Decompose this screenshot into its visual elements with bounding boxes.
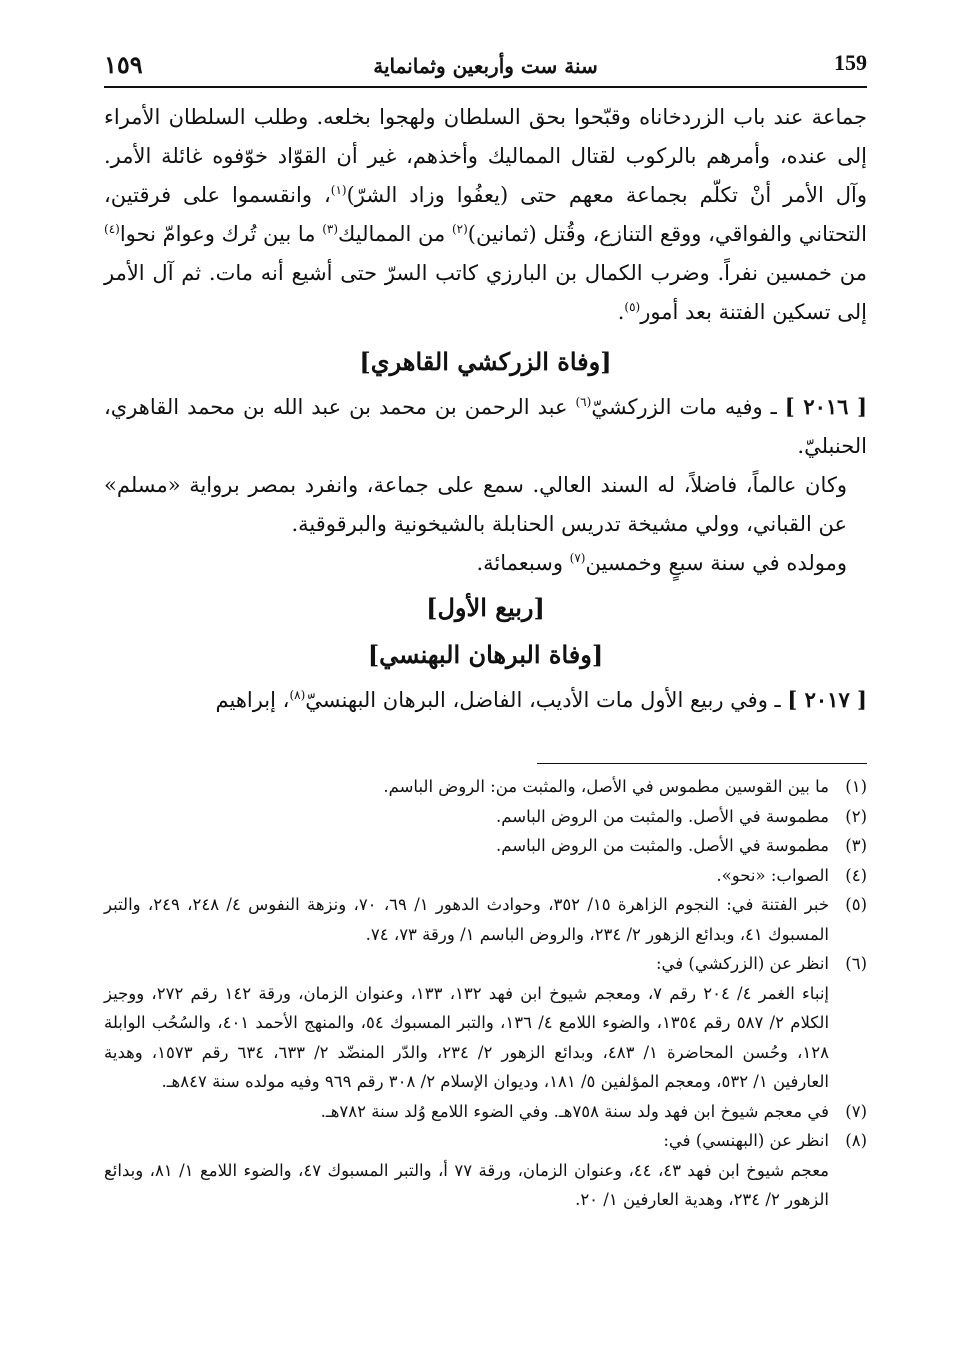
footnote-number: (٤)	[845, 865, 867, 885]
footnote-ref: (٣)	[322, 222, 339, 236]
running-title: سنة ست وأربعين وثمانماية	[373, 54, 598, 78]
entry-text: عبد الرحمن بن محمد بن عبد الله بن محمد القاهري، الحنبليّ.	[104, 395, 867, 458]
entry-text: ، إبراهيم	[215, 688, 290, 712]
entry-text: وسبعمائة.	[476, 551, 570, 575]
footnote-ref: (٥)	[624, 300, 641, 314]
entry-text: ـ وفي ربيع الأول مات الأديب، الفاضل، البرهان البهنسيّ	[305, 688, 788, 712]
page-number-latin: 159	[834, 50, 867, 75]
footnote-text: معجم شيوخ ابن فهد ٤٣، ٤٤، وعنوان الزمان، ورقة ٧٧ أ، والتبر المسبوك ٤٧، والضوء اللامع ١/ ٨١، وبدائع الزهور ٢/ ٢٣٤، وهدية العارفين ١/ ٢٠.	[104, 1160, 829, 1209]
footnote-ref: (٧)	[569, 551, 586, 565]
header-rule	[104, 86, 867, 88]
entry-text: ـ وفيه مات الزركشيّ	[591, 395, 785, 419]
entry-2017	[104, 680, 867, 720]
footnote-item	[104, 1126, 867, 1215]
footnote-text: مطموسة في الأصل. والمثبت من الروض الباسم.	[496, 806, 829, 826]
footnote-text: مطموسة في الأصل. والمثبت من الروض الباسم.	[496, 836, 829, 855]
intro-text: من المماليك	[338, 222, 452, 246]
intro-text: ، وانقسموا على فرقتين، التحتاني والفواقي، ووقع التنازع، وقُتل (ثمانين)	[104, 183, 867, 246]
birth-paragraph	[104, 544, 867, 583]
section-heading-zarkashi: [وفاة الزركشي القاهري]	[359, 347, 612, 376]
entry-number: [ ٢٠١٧ ]	[787, 687, 867, 712]
intro-text: ما بين تُرك وعوامّ نحوا	[119, 222, 323, 246]
footnote-rule	[537, 763, 867, 764]
footnote-number: (٨)	[845, 1131, 867, 1150]
footnote-item	[104, 1097, 867, 1127]
intro-text: من خمسين نفراً. وضرب الكمال بن البارزي كاتب السرّ حتى أشيع أنه مات. ثم آل الأمر إلى تسكين الفتنة بعد أمور	[104, 261, 867, 324]
intro-text: جماعة عند باب الزردخاناه وقبّحوا بحق السلطان ولهجوا بخلعه. وطلب السلطان الأمراء إلى عنده، وأمرهم بالركوب لقتال المماليك وأخذهم، غير أن القوّاد خوّفوه غائلة الأمر. وآل الأمر أنْ تكلّم بجماعة معهم حتى (يعفُوا وزاد الشرّ)	[104, 105, 867, 207]
footnote-item	[104, 861, 867, 891]
footnote-text: إنباء الغمر ٤/ ٢٠٤ رقم ٧، ومعجم شيوخ ابن فهد ١٣٢، ١٣٣، وعنوان الزمان، ورقة ١٤٢ رقم ٢٧٢، ووجيز الكلام ٢/ ٥٨٧ رقم ١٣٥٤، والضوء اللامع ٤/ ١٣٦، والتبر المسبوك ٥٤، والمنهج الأحمد ٤٠١، والسُحُب الوابلة ١٢٨، وحُسن المحاضرة ١/ ٤٨٣، وبدائع الزهور ٢/ ٢٣٤، والدّر المنضّد ٢/ ٦٣٣، ٦٣٤ رقم ١٥٧٣، وهدية العارفين ١/ ٥٣٢، ومعجم المؤلفين ٥/ ١٨١، وديوان الإسلام ٢/ ٣٠٨ رقم ٩٦٩ وفيه مولده سنة ٨٤٧هـ.	[104, 983, 830, 1091]
section-heading-bahnasi: [وفاة البرهان البهنسي]	[367, 640, 604, 669]
entry-2016	[104, 387, 867, 466]
footnote-text: ما بين القوسين مطموس في الأصل، والمثبت من: الروض الباسم.	[383, 777, 829, 796]
footnote-text: خبر الفتنة في: النجوم الزاهرة ١٥/ ٣٥٢، وحوادث الدهور ١/ ٦٩، ٧٠، ونزهة النفوس ٤/ ٢٤٨، ٢٤٩، والتبر المسبوك ٤١، وبدائع الزهور ٢/ ٢٣٤، والروض الباسم ١/ ورقة ٧٣، ٧٤.	[104, 895, 830, 944]
footnote-number: (٣)	[845, 836, 867, 855]
footnote-number: (٧)	[845, 1101, 867, 1121]
footnote-item	[104, 772, 867, 802]
footnote-item	[104, 890, 867, 949]
footnote-text: انظر عن (البهنسي) في:	[663, 1131, 829, 1150]
intro-text: .	[617, 300, 625, 324]
month-heading: [ربيع الأول]	[426, 593, 545, 622]
footnote-ref: (٦)	[575, 395, 592, 409]
footnote-ref: (٤)	[104, 222, 120, 236]
main-text	[104, 98, 867, 720]
footnote-item	[104, 802, 867, 832]
footnote-item	[104, 831, 867, 861]
intro-paragraph	[104, 98, 867, 332]
biography-paragraph: وكان عالماً، فاضلاً، له السند العالي. سمع على جماعة، وانفرد بمصر برواية «مسلم» عن القباني، وولي مشيخة تدريس الحنابلة بالشيخونية والبرقوقية.	[104, 473, 847, 536]
footnote-text: في معجم شيوخ ابن فهد ولد سنة ٧٥٨هـ. وفي الضوء اللامع وُلد سنة ٧٨٢هـ.	[320, 1101, 829, 1121]
page-header	[104, 50, 867, 84]
footnote-text: الصواب: «نحو».	[716, 865, 829, 885]
footnote-number: (٦)	[845, 954, 867, 973]
footnote-text: انظر عن (الزركشي) في:	[655, 954, 829, 973]
footnotes	[104, 772, 867, 1215]
footnote-number: (٢)	[845, 806, 867, 826]
footnote-ref: (١)	[330, 183, 347, 197]
entry-text: ومولده في سنة سبعٍ وخمسين	[585, 551, 847, 575]
footnote-number: (١)	[845, 777, 867, 796]
footnote-item	[104, 949, 867, 1097]
footnote-number: (٥)	[845, 895, 867, 914]
entry-number: [ ٢٠١٦ ]	[784, 394, 868, 419]
footnote-ref: (٢)	[451, 222, 468, 236]
page-number-arabic: ١٥٩	[104, 50, 143, 79]
footnote-ref: (٨)	[289, 688, 306, 702]
